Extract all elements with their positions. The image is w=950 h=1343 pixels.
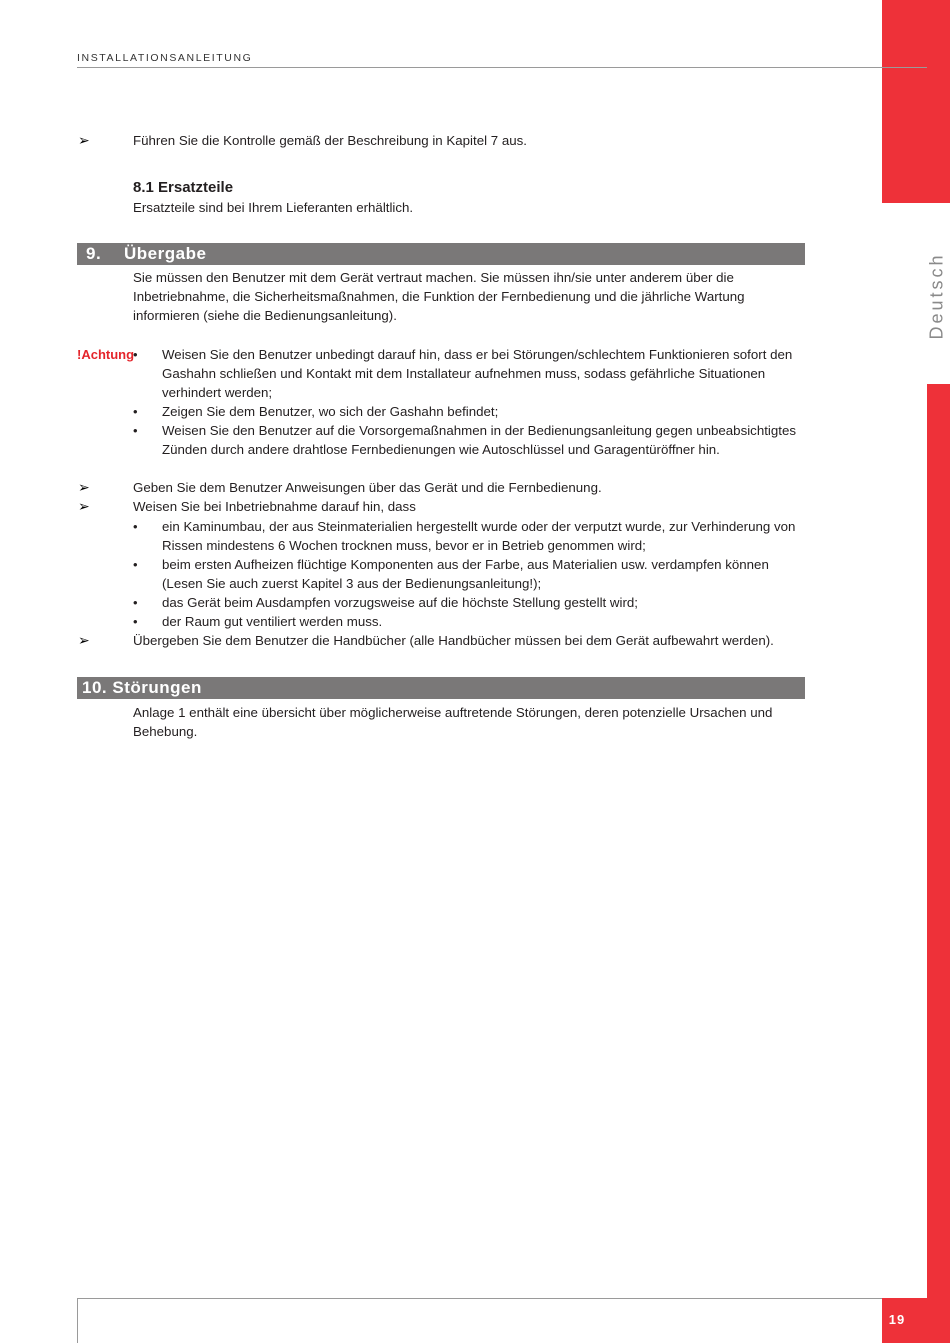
running-header: INSTALLATIONSANLEITUNG xyxy=(77,52,253,64)
warning-bullet-line: Zeigen Sie dem Benutzer, wo sich der Gashahn befindet; xyxy=(162,404,499,419)
bullet-icon: • xyxy=(133,557,138,572)
arrow-bullet-icon: ➢ xyxy=(78,479,90,495)
section-9-heading xyxy=(77,243,805,265)
bullet-icon: • xyxy=(133,423,138,438)
bullet-icon: • xyxy=(133,614,138,629)
bullet-icon: • xyxy=(133,404,138,419)
arrow-bullet-icon: ➢ xyxy=(78,498,90,514)
bullet-icon: • xyxy=(133,595,138,610)
sub-bullet-line: (Lesen Sie auch zuerst Kapitel 3 aus der Bedienungsanleitung!); xyxy=(162,576,542,591)
final-step: Übergeben Sie dem Benutzer die Handbücher (alle Handbücher müssen bei dem Gerät aufbewahrt werden). xyxy=(133,633,774,648)
language-tab xyxy=(917,248,950,343)
section-9-intro-line: Sie müssen den Benutzer mit dem Gerät vertraut machen. Sie müssen ihn/sie unter anderem über die xyxy=(133,270,734,285)
sub-bullet-line: Rissen mindestens 6 Wochen trocknen muss, bevor er in Betrieb genommen wird; xyxy=(162,538,646,553)
warning-bullet-line: Gashahn schließen und Kontakt mit dem Installateur aufnehmen muss, sodass gefährliche Situationen xyxy=(162,366,766,381)
page-number: 19 xyxy=(888,1312,906,1327)
section-10-title: 10. Störungen xyxy=(82,678,202,697)
section-10-heading xyxy=(77,677,805,699)
arrow-bullet-icon: ➢ xyxy=(78,632,90,648)
footer-left-rule xyxy=(77,1298,78,1343)
bullet-icon: • xyxy=(133,347,138,362)
warning-bullet-line: Weisen Sie den Benutzer unbedingt darauf hin, dass er bei Störungen/schlechtem Funktionieren sofort den xyxy=(162,347,793,362)
section-9-number: 9. xyxy=(86,244,102,263)
section-9-intro-line: informieren (siehe die Bedienungsanleitung). xyxy=(133,308,397,323)
section-9-intro-line: Inbetriebnahme, die Sicherheitsmaßnahmen, die Funktion der Fernbedienung und die jährliche Wartung xyxy=(133,289,745,304)
sub-bullet-line: beim ersten Aufheizen flüchtige Komponenten aus der Farbe, aus Materialien usw. verdampfen können xyxy=(162,557,769,572)
sub-bullet-line: ein Kaminumbau, der aus Steinmaterialien hergestellt wurde oder der verputzt wurde, zur Verhinderung von xyxy=(162,519,796,534)
language-label: Deutsch xyxy=(926,251,947,340)
step-item: Weisen Sie bei Inbetriebnahme darauf hin, dass xyxy=(133,499,416,514)
footer-rule xyxy=(77,1298,882,1299)
header-rule xyxy=(77,67,927,68)
intro-step: Führen Sie die Kontrolle gemäß der Beschreibung in Kapitel 7 aus. xyxy=(133,133,527,148)
warning-icon: ! xyxy=(77,347,82,362)
warning-label: !Achtung xyxy=(77,347,135,362)
arrow-bullet-icon: ➢ xyxy=(78,132,90,148)
warning-bullet-line: verhindert werden; xyxy=(162,385,273,400)
sub-bullet-line: der Raum gut ventiliert werden muss. xyxy=(162,614,383,629)
subsection-8-1-text: Ersatzteile sind bei Ihrem Lieferanten erhältlich. xyxy=(133,200,414,215)
sub-bullet-line: das Gerät beim Ausdampfen vorzugsweise auf die höchste Stellung gestellt wird; xyxy=(162,595,638,610)
bullet-icon: • xyxy=(133,519,138,534)
section-10-line: Anlage 1 enthält eine übersicht über möglicherweise auftretende Störungen, deren potenzielle Ursachen und xyxy=(133,705,773,720)
warning-bullet-line: Zünden durch andere drahtlose Fernbedienungen wie Autoschlüssel und Garagentüröffner hin. xyxy=(162,442,720,457)
warning-bullet-line: Weisen Sie den Benutzer auf die Vorsorgemaßnahmen in der Bedienungsanleitung gegen unbeabsichtigtes xyxy=(162,423,797,438)
section-10-line: Behebung. xyxy=(133,724,198,739)
red-corner-tab xyxy=(882,0,950,203)
step-item: Geben Sie dem Benutzer Anweisungen über das Gerät und die Fernbedienung. xyxy=(133,480,602,495)
section-9-title: Übergabe xyxy=(124,244,207,263)
red-side-stripe xyxy=(927,384,950,1298)
subsection-8-1-title: 8.1 Ersatzteile xyxy=(133,179,234,196)
